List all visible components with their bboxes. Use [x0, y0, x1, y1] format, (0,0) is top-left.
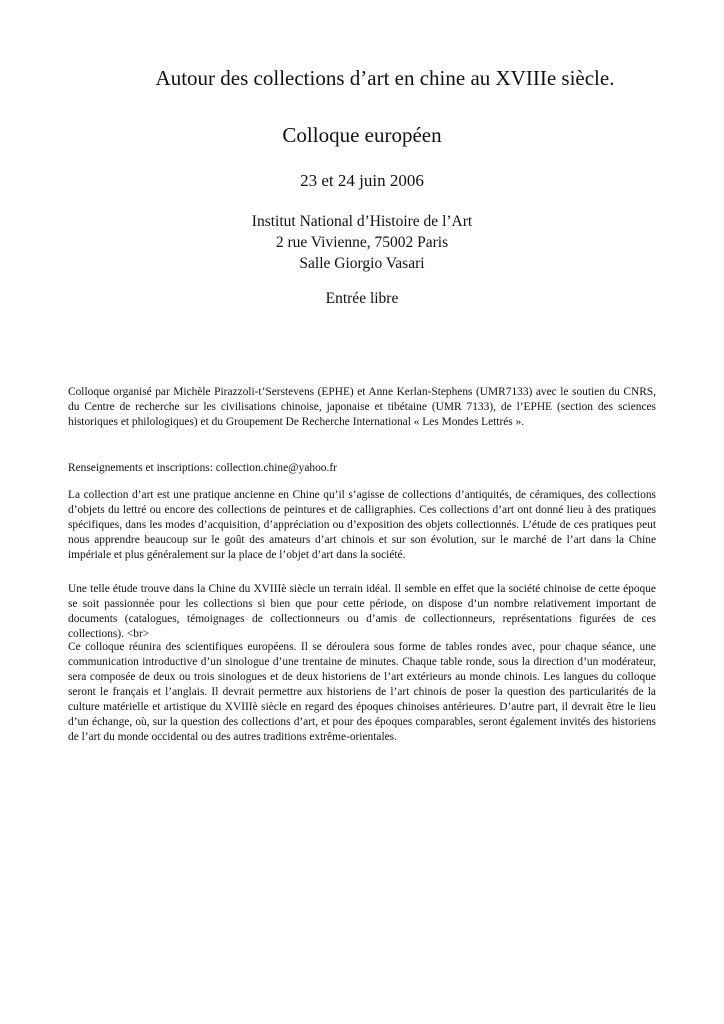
organizers-paragraph: Colloque organisé par Michèle Pirazzoli-t’Serstevens (EPHE) et Anne Kerlan-Stephens (UMR7133) avec le soutien du CNRS, du Centre de recherche sur les civilisations chinoise, japonaise et tibétaine (UMR 7133), de l’EPHE (section des sciences historiques et philologiques) et du Groupement De Recherche International « Les Mondes Lettrés ». [68, 386, 656, 428]
venue-room: Salle Giorgio Vasari [299, 255, 425, 272]
event-venue [0, 211, 724, 274]
format-paragraph: Ce colloque réunira des scientifiques européens. Il se déroulera sous forme de tables rondes avec, pour chaque séance, une communication introductive d’un sinologue d’une trentaine de minutes. Chaque table ronde, sous la direction d’un modérateur, sera composée de deux ou trois sinologues et de deux historiens de l’art extérieurs au monde chinois. Les langues du colloque seront le français et l’anglais. Il devrait permettre aux historiens de l’art chinois de poser la question des particularités de la culture matérielle et artistique du XVIIIè siècle en regard des époques chinoises antérieures. D’autre part, il devrait être le lieu d’un échange, où, sur la question des collections d’art, et pour des époques comparables, seront également invités des historiens de l’art du monde occidental ou des autres traditions extrême-orientales. [68, 641, 656, 743]
document-subtitle: Colloque européen [282, 123, 442, 147]
study-paragraph: Une telle étude trouve dans la Chine du XVIIIè siècle un terrain idéal. Il semble en effet que la société chinoise de cette époque se soit passionnée pour les collections si bien que pour cette période, on dispose d’un nombre relativement important de documents (catalogues, témoignages de collectionneurs ou d’amis de collectionneurs, représentations figurées de ces collections). <br> [68, 583, 656, 640]
document-title: Autour des collections d’art en chine au XVIIIe siècle. [155, 66, 615, 90]
entry-info: Entrée libre [325, 290, 399, 307]
venue-name: Institut National d’Histoire de l’Art [251, 213, 473, 230]
venue-address: 2 rue Vivienne, 75002 Paris [275, 234, 449, 251]
contact-line: Renseignements et inscriptions: collection.chine@yahoo.fr [68, 462, 337, 474]
intro-paragraph: La collection d’art est une pratique ancienne en Chine qu’il s’agisse de collections d’antiquités, de céramiques, des collections d’objets du lettré ou encore des collections de peintures et de calligraphies. Ces collections d’art ont donné lieu à des pratiques spécifiques, dans les modes d’acquisition, d’appréciation ou d’exposition des objets collectionnés. L’étude de ces pratiques peut nous apprendre beaucoup sur le goût des amateurs d’art chinois et sur son évolution, sur le marché de l’art dans la Chine impériale et plus généralement sur la place de l’objet d’art dans la société. [68, 489, 656, 561]
event-date: 23 et 24 juin 2006 [300, 171, 424, 190]
